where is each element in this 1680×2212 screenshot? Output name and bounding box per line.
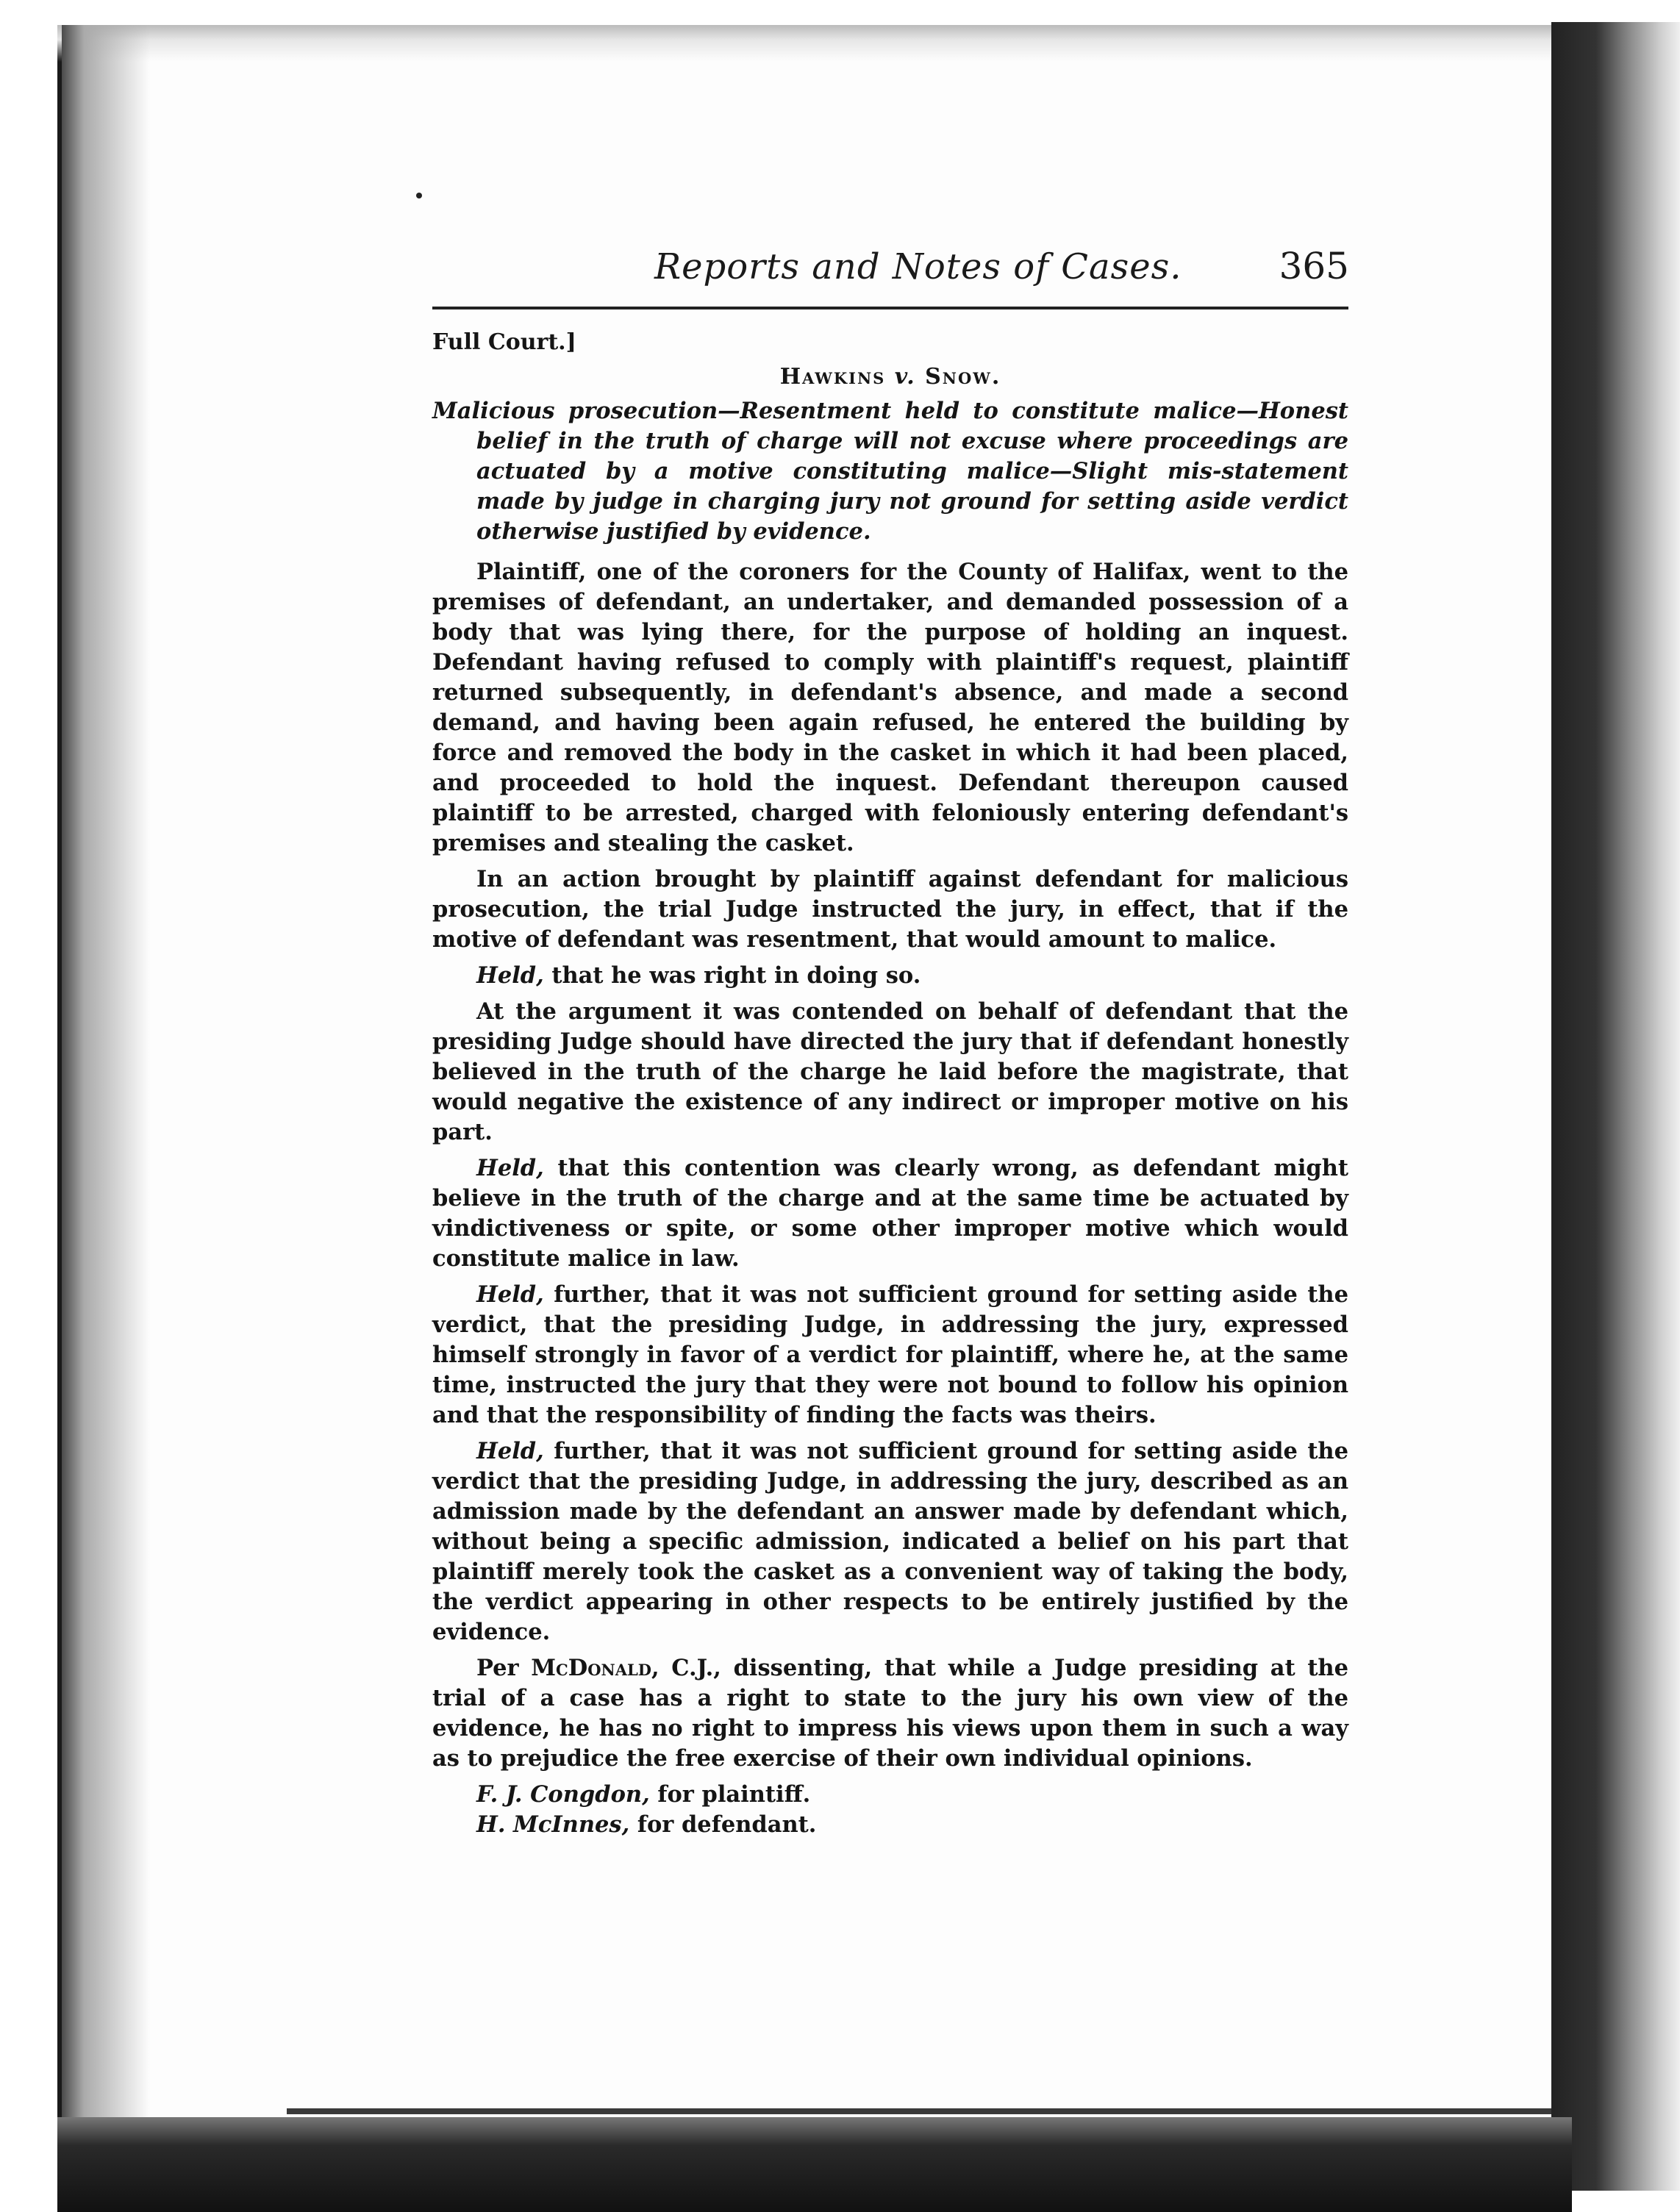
running-head xyxy=(434,239,1349,305)
dissent-judge: McDonald xyxy=(531,1655,651,1681)
headnote: Malicious prosecution—Resentment held to constitute malice—Honest belief in the truth of charge will not excuse where proceedings are actuated by a motive constituting malice—Slight mis-statement made by judge in charging jury not ground for setting aside verdict otherwise justified by evidence. xyxy=(432,398,1348,545)
paragraph xyxy=(432,1436,1348,1647)
case-report xyxy=(432,323,1348,1840)
paragraph-text: Plaintiff, one of the coroners for the County of Halifax, went to the premises of defendant, an undertaker, and demanded possession of a body that was lying there, for the purpose of holding an inquest. Defendant having refused to comply with plaintiff's request, plaintiff returned subsequently, in defendant's absence, and made a second demand, and having been again refused, he entered the building by force and removed the body in the casket in which it had been placed, and proceeded to hold the inquest. Defendant thereupon caused plaintiff to be arrested, charged with feloniously entering defendant's premises and stealing the casket. xyxy=(432,559,1348,856)
dissent-text: , C.J., dissenting, that while a Judge presiding at the trial of a case has a right to state to the jury his own view of the evidence, he has no right to impress his views upon them in such a way as to prejudice the free exercise of their own individual opinions. xyxy=(432,1655,1348,1772)
case-versus: v. xyxy=(894,364,916,390)
paragraph-text: In an action brought by plaintiff against defendant for malicious prosecution, the trial Judge instructed the jury, in effect, that if the motive of defendant was resentment, that would amount to malice. xyxy=(432,866,1348,953)
paragraph xyxy=(432,865,1348,955)
paragraph-text: further, that it was not sufficient ground for setting aside the verdict that the presiding Judge, in addressing the jury, described as an admission made by the defendant an answer made by defendant which, without being a specific admission, indicated a belief on his part that plaintiff merely took the casket as a convenient way of taking the body, the verdict appearing in other respects to be entirely justified by the evidence. xyxy=(432,1438,1348,1645)
case-party-plaintiff: Hawkins xyxy=(779,364,886,390)
counsel-line xyxy=(432,1780,1348,1810)
held-lead: Held, xyxy=(476,1438,544,1464)
case-party-defendant: Snow. xyxy=(925,364,1001,390)
counsel-role: for plaintiff. xyxy=(649,1781,811,1808)
running-title: Reports and Notes of Cases. xyxy=(654,246,1182,287)
page-binding-shadow xyxy=(1551,22,1680,2191)
court-label: Full Court.] xyxy=(432,329,576,355)
page-left-shadow xyxy=(62,25,150,2120)
case-title xyxy=(432,362,1348,392)
paragraph-text: further, that it was not sufficient ground for setting aside the verdict, that the presiding Judge, in addressing the jury, expressed himself strongly in favor of a verdict for plaintiff, where he, at the same time, instructed the jury that they were not bound to follow his opinion and that the responsibility of finding the facts was theirs. xyxy=(432,1281,1348,1428)
paragraph xyxy=(432,557,1348,859)
paragraph xyxy=(432,1153,1348,1274)
page-top-shadow xyxy=(57,25,1565,62)
paragraph xyxy=(432,961,1348,991)
held-lead: Held, xyxy=(476,962,544,989)
counsel-role: for defendant. xyxy=(629,1811,817,1838)
paragraph xyxy=(432,997,1348,1148)
counsel-name: F. J. Congdon, xyxy=(476,1781,650,1808)
held-lead: Held, xyxy=(476,1155,544,1181)
paragraph-text: that he was right in doing so. xyxy=(543,962,921,989)
scan-bottom-shadow xyxy=(57,2117,1572,2212)
header-rule xyxy=(432,307,1348,309)
dissent-paragraph xyxy=(432,1653,1348,1774)
held-lead: Held, xyxy=(476,1281,544,1308)
scan-margin-left xyxy=(0,0,53,2212)
counsel-name: H. McInnes, xyxy=(476,1811,630,1838)
page-bottom-edge xyxy=(287,2108,1551,2114)
paragraph-text: that this contention was clearly wrong, as defendant might believe in the truth of the charge and at the same time be actuated by vindictiveness or spite, or some other improper motive which would constitute malice in law. xyxy=(432,1155,1348,1272)
scan-speck xyxy=(416,193,422,198)
counsel-line xyxy=(432,1810,1348,1840)
paragraph-text: At the argument it was contended on behalf of defendant that the presiding Judge should have directed the jury that if defendant honestly believed in the truth of the charge he laid before the magistrate, that would negative the existence of any indirect or improper motive on his part. xyxy=(432,998,1348,1145)
dissent-prefix: Per xyxy=(476,1655,519,1681)
paragraph xyxy=(432,1280,1348,1431)
page-number: 365 xyxy=(1279,245,1349,287)
